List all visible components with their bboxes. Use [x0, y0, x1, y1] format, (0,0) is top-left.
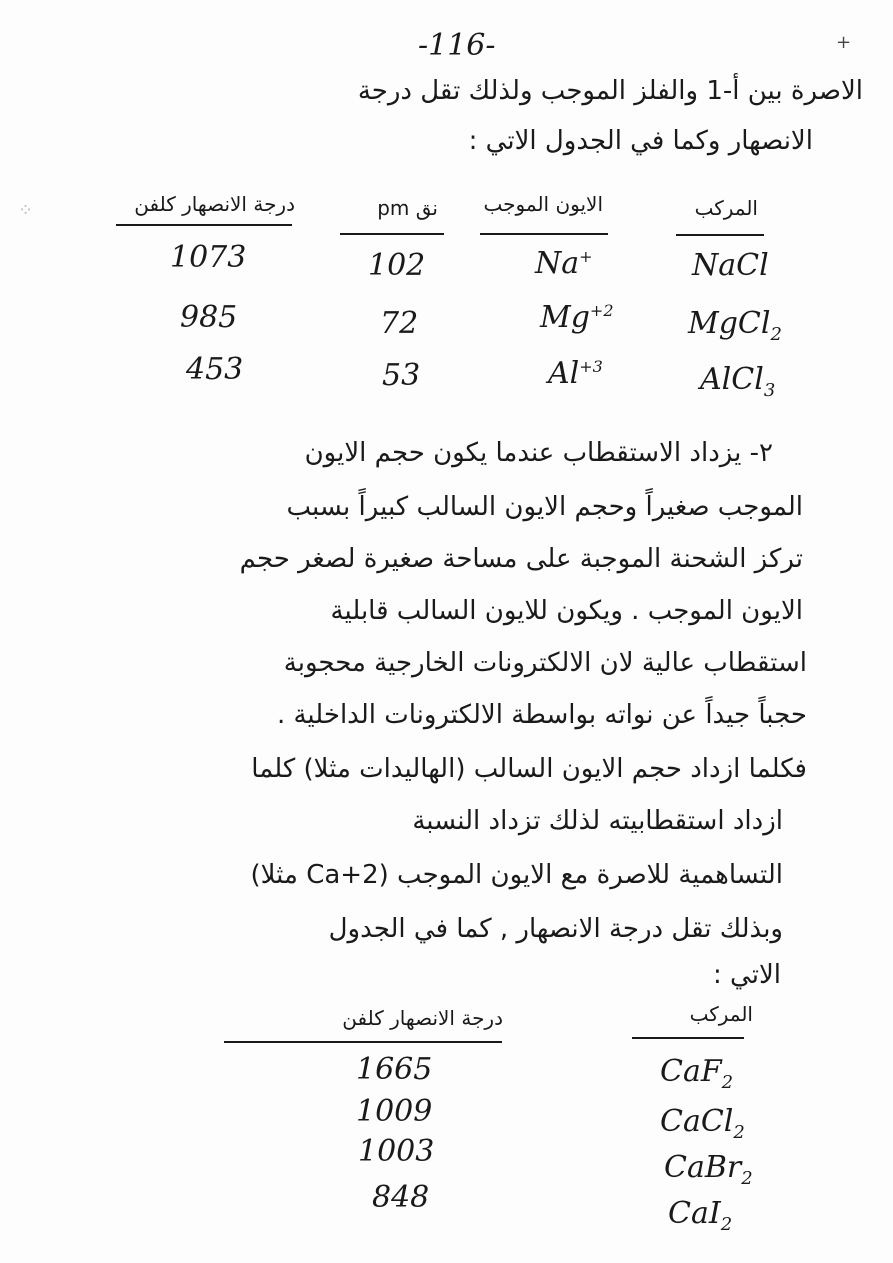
table2-header-compound: المركب: [689, 1002, 753, 1026]
table1-underline-melting: [116, 224, 292, 226]
table1-row1-melting: 1073: [170, 240, 247, 275]
table1-underline-cation: [480, 233, 608, 235]
table1-header-cation: الايون الموجب: [483, 192, 603, 216]
table2-row1-compound: CaF$_2$: [660, 1054, 734, 1093]
paragraph2-line-3: تركز الشحنة الموجبة على مساحة صغيرة لصغر حجم: [239, 544, 803, 574]
table1-header-compound: المركب: [694, 196, 758, 220]
table1-row1-radius: 102: [368, 248, 426, 283]
paragraph1-line-1: الاصرة بين أ-1 والفلز الموجب ولذلك تقل درجة: [357, 76, 863, 106]
table1-header-melting: درجة الانصهار كلفن: [134, 192, 295, 216]
paragraph2-line-11: الاتي :: [713, 960, 781, 990]
paragraph2-line-2: الموجب صغيراً وحجم الايون السالب كبيراً بسبب: [286, 492, 803, 522]
table1-underline-radius: [340, 233, 444, 235]
paragraph2-line-7: فكلما ازداد حجم الايون السالب (الهاليدات مثلا) كلما: [251, 754, 807, 784]
margin-speck: ⁘: [18, 200, 34, 221]
table2-row2-melting: 1009: [356, 1094, 433, 1129]
table1-row3-compound: AlCl$_3$: [700, 362, 776, 401]
paragraph2-line-9: التساهمية للاصرة مع الايون الموجب (Ca+2 مثلا): [250, 860, 783, 890]
corner-mark: +: [836, 32, 852, 53]
table1-row2-cation: $Mg^{+2}$: [540, 300, 614, 335]
paragraph2-line-8: ازداد استقطابيته لذلك تزداد النسبة: [412, 806, 783, 836]
paragraph2-line-10: وبذلك تقل درجة الانصهار , كما في الجدول: [328, 914, 783, 944]
table1-row2-compound: MgCl$_2$: [688, 306, 782, 345]
table2-row4-compound: CaI$_2$: [668, 1196, 733, 1235]
table2-header-melting: درجة الانصهار كلفن: [342, 1006, 503, 1030]
table2-row4-melting: 848: [372, 1180, 430, 1215]
table2-row2-compound: CaCl$_2$: [660, 1104, 745, 1143]
paragraph2-line-6: حجباً جيداً عن نواته بواسطة الالكترونات الداخلية .: [276, 700, 807, 730]
table1-row1-cation: Na+: [535, 246, 593, 281]
table1-row3-melting: 453: [186, 352, 244, 387]
table2-row1-melting: 1665: [356, 1052, 433, 1087]
page-number: -116-: [418, 28, 496, 63]
table1-row3-radius: 53: [382, 358, 421, 393]
table2-underline-compound: [632, 1037, 744, 1039]
charge: +: [579, 247, 593, 266]
table2-row3-melting: 1003: [358, 1134, 435, 1169]
table1-row3-cation: $Al^{+3}$: [548, 356, 603, 391]
table2-underline-melting: [224, 1041, 502, 1043]
paragraph2-line-1: ٢- يزداد الاستقطاب عندما يكون حجم الايون: [304, 438, 773, 468]
table1-row2-radius: 72: [380, 306, 419, 341]
table1-row2-melting: 985: [180, 300, 238, 335]
table2-row3-compound: CaBr$_2$: [664, 1150, 753, 1189]
paragraph1-line-2: الانصهار وكما في الجدول الاتي :: [468, 126, 813, 156]
table1-underline-compound: [676, 234, 764, 236]
paragraph2-line-5: استقطاب عالية لان الالكترونات الخارجية محجوبة: [283, 648, 807, 678]
paragraph2-line-4: الايون الموجب . ويكون للايون السالب قابلية: [330, 596, 803, 626]
table1-row1-compound: NaCl: [692, 248, 769, 283]
table1-header-radius: نق pm: [377, 196, 438, 220]
